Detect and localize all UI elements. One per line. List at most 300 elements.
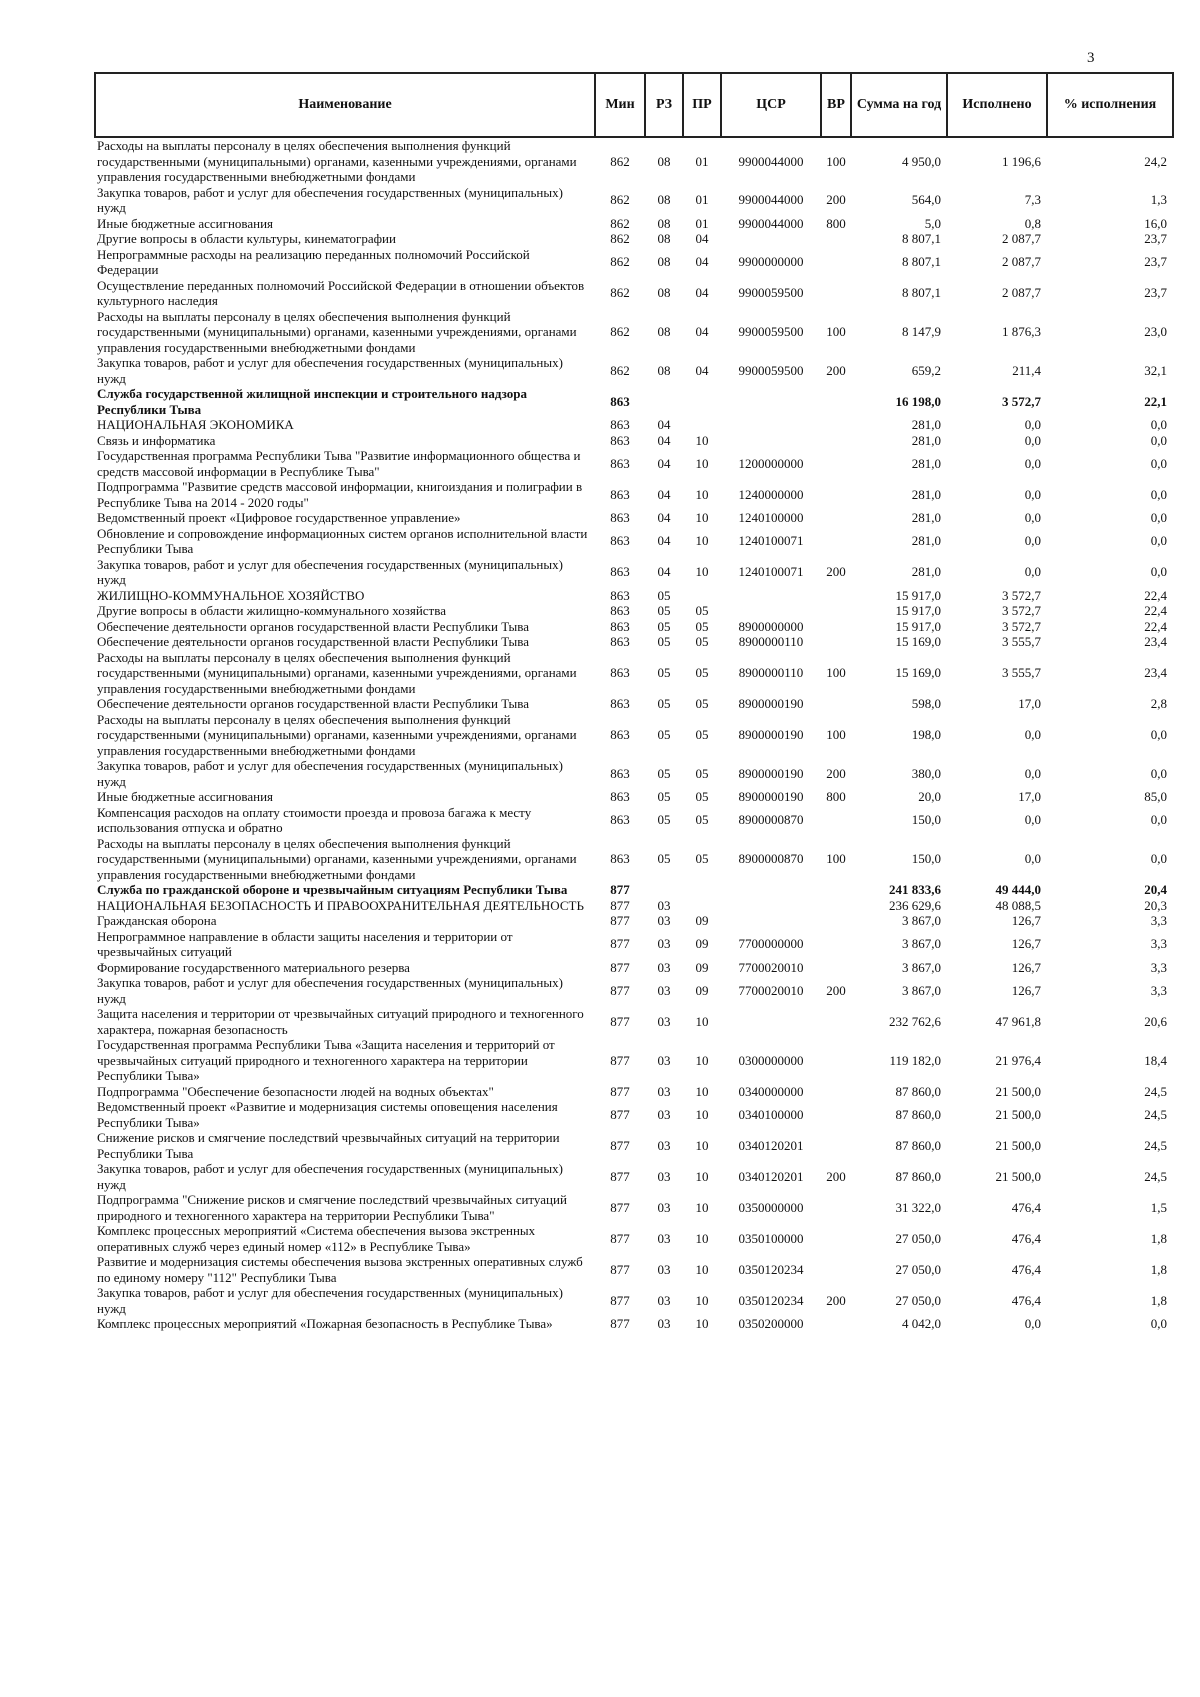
cell-min: 862 [610,362,630,378]
cell-csr: 0300000000 [738,1052,804,1068]
cell-pr: 10 [695,533,709,549]
cell-rz: 05 [657,587,671,603]
name: Расходы на выплаты персоналу в целях обеспечения выполнения функций государственными (муниципальными) органами, казенными учреждениями, органами управления государственными внебюджетными фондами [97,308,577,355]
name: НАЦИОНАЛЬНАЯ ЭКОНОМИКА [97,417,294,432]
cell-done: 2 087,7 [1002,231,1041,246]
table-row [95,386,1173,417]
cell-csr: 1240100071 [738,533,804,549]
cell-vr: 200 [826,765,846,781]
cell-done: 3 572,7 [1002,587,1041,603]
cell-min: 862 [610,231,630,246]
cell-sum: 20,0 [918,789,941,804]
table-row [95,433,1173,449]
cell-pr: 10 [695,1137,709,1153]
cell-vr: 100 [826,727,846,742]
name: Закупка товаров, работ и услуг для обеспечения государственных (муниципальных) нужд [97,758,563,789]
cell-csr: 8900000110 [738,665,804,680]
cell-pr: 01 [695,215,709,231]
header-pct: % исполнения [1047,73,1173,137]
cell-sum: 4 950,0 [902,153,941,169]
cell-sum: 8 147,9 [902,324,941,339]
cell-pct: 32,1 [1144,362,1167,378]
cell-pr: 10 [695,564,709,580]
cell-pct: 24,5 [1144,1168,1167,1184]
cell-pct: 0,0 [1150,432,1167,448]
cell-min: 863 [610,765,630,781]
name: Расходы на выплаты персоналу в целях обеспечения выполнения функций государственными (муниципальными) органами, казенными учреждениями, органами управления государственными внебюджетными фондами [97,649,577,696]
cell-sum: 281,0 [911,432,941,448]
cell-vr [821,619,851,635]
cell-sum: 281,0 [911,486,941,502]
cell-vr [821,1130,851,1161]
cell-done: 48 088,5 [995,897,1041,913]
table-row [95,526,1173,557]
cell-csr: 8900000870 [738,812,804,828]
cell-vr: 800 [826,215,846,231]
cell-done: 476,4 [1011,1292,1041,1308]
name: Служба государственной жилищной инспекции и строительного надзора Республики Тыва [97,386,527,417]
name: Непрограммное направление в области защиты населения и территории от чрезвычайных ситуаций [97,928,513,959]
cell-pct: 0,0 [1150,417,1167,432]
cell-sum: 659,2 [911,362,941,378]
cell-sum: 150,0 [911,812,941,828]
cell-pr: 05 [695,634,709,649]
cell-vr [821,510,851,526]
cell-pr [683,882,721,898]
cell-sum: 15 169,0 [895,634,941,649]
cell-sum: 281,0 [911,510,941,525]
cell-pr: 05 [695,618,709,634]
cell-rz: 05 [657,603,671,618]
cell-csr: 0350120234 [738,1261,804,1277]
cell-pr: 05 [695,603,709,618]
header-sum: Сумма на год [851,73,947,137]
cell-done: 0,0 [1024,486,1041,502]
cell-csr [721,898,821,914]
cell-rz: 05 [657,618,671,634]
cell-done: 126,7 [1011,913,1041,928]
cell-vr [821,278,851,309]
table-row [95,1223,1173,1254]
cell-min: 863 [610,665,630,680]
cell-vr: 100 [826,665,846,680]
cell-pr: 09 [695,982,709,998]
cell-vr: 200 [826,1292,846,1308]
cell-min: 877 [610,959,630,975]
cell-done: 49 444,0 [995,882,1041,897]
cell-csr: 8900000190 [738,765,804,781]
cell-sum: 27 050,0 [895,1261,941,1277]
cell-csr [721,386,821,417]
cell-vr [821,526,851,557]
cell-sum: 564,0 [911,192,941,208]
budget-execution-table [94,72,1174,1332]
table-row [95,650,1173,697]
name: Развитие и модернизация системы обеспечения вызова экстренных оперативных служб по единому номеру "112" Республики Тыва [97,1254,583,1285]
table-row [95,1161,1173,1192]
cell-pct: 23,7 [1144,285,1167,301]
cell-pct: 16,0 [1144,215,1167,231]
cell-pr: 05 [695,665,709,680]
cell-csr [721,1006,821,1037]
cell-done: 47 961,8 [995,1013,1041,1029]
cell-done: 3 572,7 [1002,603,1041,618]
cell-sum: 8 807,1 [902,231,941,246]
cell-min: 863 [610,618,630,634]
name: Государственная программа Республики Тыва «Защита населения и территорий от чрезвычайных ситуаций природного и техногенного характера на территории Республики Тыва» [97,1037,555,1083]
cell-rz: 03 [657,1052,671,1068]
cell-rz: 08 [657,254,671,270]
cell-min: 877 [610,1261,630,1277]
cell-pr: 05 [695,696,709,711]
cell-pr: 10 [695,1106,709,1122]
cell-sum: 380,0 [911,765,941,781]
cell-pr: 10 [695,432,709,448]
cell-pr: 10 [695,1316,709,1331]
cell-done: 1 196,6 [1002,153,1041,169]
cell-done: 17,0 [1018,696,1041,711]
cell-pct: 20,4 [1144,882,1167,897]
cell-min: 877 [610,1013,630,1029]
cell-pct: 1,8 [1150,1230,1167,1246]
cell-rz: 03 [657,1292,671,1308]
cell-pct: 22,4 [1144,618,1167,634]
cell-csr: 8900000190 [738,789,804,804]
cell-sum: 281,0 [911,564,941,580]
cell-done: 2 087,7 [1002,254,1041,270]
table-row [95,588,1173,604]
cell-pr: 05 [695,812,709,828]
cell-pct: 24,5 [1144,1106,1167,1122]
cell-pct: 0,0 [1150,851,1167,866]
cell-csr: 8900000870 [738,851,804,866]
cell-pr: 05 [695,727,709,742]
cell-rz: 03 [657,1261,671,1277]
cell-pr [683,898,721,914]
cell-rz: 04 [657,417,671,432]
cell-vr [821,588,851,604]
cell-min: 877 [610,913,630,928]
cell-pr: 09 [695,959,709,975]
cell-vr: 200 [826,982,846,998]
table-row [95,557,1173,588]
cell-rz: 03 [657,982,671,998]
table-row [95,1130,1173,1161]
cell-csr: 9900044000 [738,192,804,208]
cell-pct: 18,4 [1144,1052,1167,1068]
table-row [95,1254,1173,1285]
cell-done: 17,0 [1018,789,1041,804]
name: Иные бюджетные ассигнования [97,789,274,804]
header-min: Мин [595,73,645,137]
table-row [95,603,1173,619]
table-row [95,696,1173,712]
cell-min: 877 [610,1199,630,1215]
cell-csr [721,913,821,929]
cell-sum: 281,0 [911,455,941,471]
cell-csr: 9900044000 [738,153,804,169]
cell-rz: 03 [657,897,671,913]
cell-done: 3 555,7 [1002,665,1041,680]
cell-sum: 15 169,0 [895,665,941,680]
cell-sum: 3 867,0 [902,982,941,998]
cell-sum: 15 917,0 [895,618,941,634]
cell-min: 877 [610,1292,630,1308]
cell-min: 862 [610,285,630,301]
cell-rz: 05 [657,727,671,742]
cell-pct: 22,4 [1144,603,1167,618]
cell-done: 3 555,7 [1002,634,1041,649]
cell-min: 863 [610,417,630,432]
cell-sum: 281,0 [911,533,941,549]
cell-done: 126,7 [1011,982,1041,998]
cell-csr: 0340120201 [738,1168,804,1184]
table-row [95,960,1173,976]
cell-done: 0,0 [1024,812,1041,828]
cell-rz: 03 [657,1168,671,1184]
table-row [95,898,1173,914]
cell-rz: 03 [657,1137,671,1153]
cell-min: 863 [610,851,630,866]
cell-min: 863 [610,564,630,580]
table-row [95,712,1173,759]
budget-table-container [94,72,1172,1332]
name: Подпрограмма "Снижение рисков и смягчение последствий чрезвычайных ситуаций природного и техногенного характера на территории Республики Тыва" [97,1192,567,1223]
name: Подпрограмма "Развитие средств массовой информации, книгоиздания и полиграфии в Республике Тыва на 2014 - 2020 годы" [97,479,583,510]
cell-pct: 23,0 [1144,324,1167,339]
cell-csr [721,588,821,604]
table-row [95,510,1173,526]
cell-vr [821,805,851,836]
cell-csr: 9900000000 [738,254,804,270]
cell-done: 21 500,0 [995,1168,1041,1184]
cell-sum: 241 833,6 [889,882,941,897]
cell-vr [821,1037,851,1084]
cell-rz: 04 [657,510,671,525]
cell-vr [821,1254,851,1285]
cell-pct: 0,0 [1150,486,1167,502]
cell-pct: 0,0 [1150,533,1167,549]
cell-rz: 03 [657,936,671,952]
cell-rz: 05 [657,812,671,828]
cell-rz: 04 [657,432,671,448]
cell-csr: 1240000000 [738,486,804,502]
table-row [95,1084,1173,1100]
cell-rz: 05 [657,789,671,804]
cell-done: 0,0 [1024,851,1041,866]
cell-rz: 03 [657,1230,671,1246]
cell-min: 877 [610,1083,630,1099]
cell-pr: 10 [695,510,709,525]
cell-rz: 08 [657,285,671,301]
name: Расходы на выплаты персоналу в целях обеспечения выполнения функций государственными (муниципальными) органами, казенными учреждениями, органами управления государственными внебюджетными фондами [97,835,577,882]
cell-pr: 05 [695,851,709,866]
cell-done: 21 500,0 [995,1106,1041,1122]
table-row [95,278,1173,309]
cell-pct: 23,4 [1144,634,1167,649]
cell-pr: 10 [695,455,709,471]
cell-vr [821,479,851,510]
cell-done: 21 976,4 [995,1052,1041,1068]
cell-rz: 03 [657,1083,671,1099]
cell-pct: 20,3 [1144,897,1167,913]
name: Подпрограмма "Обеспечение безопасности людей на водных объектах" [97,1083,494,1099]
cell-min: 863 [610,812,630,828]
cell-csr: 0350120234 [738,1292,804,1308]
cell-pr: 01 [695,153,709,169]
name: Закупка товаров, работ и услуг для обеспечения государственных (муниципальных) нужд [97,1285,563,1316]
cell-sum: 27 050,0 [895,1292,941,1308]
cell-pct: 85,0 [1144,789,1167,804]
table-row [95,836,1173,883]
table-row [95,448,1173,479]
cell-pct: 0,0 [1150,564,1167,580]
cell-rz: 04 [657,564,671,580]
cell-pct: 1,8 [1150,1292,1167,1308]
name: Закупка товаров, работ и услуг для обеспечения государственных (муниципальных) нужд [97,1161,563,1192]
cell-csr: 0340000000 [738,1083,804,1099]
name: Расходы на выплаты персоналу в целях обеспечения выполнения функций государственными (муниципальными) органами, казенными учреждениями, органами управления государственными внебюджетными фондами [97,711,577,758]
name: Закупка товаров, работ и услуг для обеспечения государственных (муниципальных) нужд [97,355,563,386]
cell-done: 0,0 [1024,417,1041,432]
cell-vr [821,386,851,417]
table-row [95,355,1173,386]
cell-vr [821,1006,851,1037]
cell-done: 0,0 [1024,533,1041,549]
cell-pct: 1,3 [1150,192,1167,208]
cell-sum: 150,0 [911,851,941,866]
cell-pr: 10 [695,1083,709,1099]
cell-csr: 7700000000 [738,936,804,952]
cell-min: 863 [610,696,630,711]
cell-pct: 22,4 [1144,587,1167,603]
cell-sum: 119 182,0 [889,1052,941,1068]
name: Закупка товаров, работ и услуг для обеспечения государственных (муниципальных) нужд [97,184,563,215]
name: Закупка товаров, работ и услуг для обеспечения государственных (муниципальных) нужд [97,975,563,1006]
cell-vr: 200 [826,564,846,580]
cell-csr: 9900044000 [738,215,804,231]
cell-pct: 24,5 [1144,1083,1167,1099]
cell-rz: 05 [657,665,671,680]
cell-min: 863 [610,727,630,742]
cell-pct: 0,0 [1150,1316,1167,1331]
table-row [95,882,1173,898]
cell-pr: 04 [695,254,709,270]
cell-pct: 1,8 [1150,1261,1167,1277]
cell-sum: 15 917,0 [895,587,941,603]
cell-pct: 23,7 [1144,231,1167,246]
name: Ведомственный проект «Развитие и модернизация системы оповещения населения Республики Тыва» [97,1099,558,1130]
cell-vr: 100 [826,324,846,339]
name: Снижение рисков и смягчение последствий чрезвычайных ситуаций на территории Республики Тыва [97,1130,560,1161]
cell-vr [821,231,851,247]
cell-pct: 20,6 [1144,1013,1167,1029]
cell-rz: 08 [657,362,671,378]
name: Другие вопросы в области культуры, кинематографии [97,231,396,246]
cell-pr: 05 [695,765,709,781]
name: Расходы на выплаты персоналу в целях обеспечения выполнения функций государственными (муниципальными) органами, казенными учреждениями, органами управления государственными внебюджетными фондами [97,138,577,184]
cell-vr [821,913,851,929]
cell-sum: 5,0 [924,215,941,231]
table-row [95,137,1173,185]
cell-rz: 04 [657,455,671,471]
cell-done: 7,3 [1024,192,1041,208]
cell-sum: 87 860,0 [895,1106,941,1122]
cell-min: 877 [610,897,630,913]
cell-done: 476,4 [1011,1230,1041,1246]
cell-sum: 8 807,1 [902,254,941,270]
page-number: 3 [1087,50,1095,66]
header-vr: ВР [821,73,851,137]
cell-sum: 31 322,0 [895,1199,941,1215]
table-row [95,805,1173,836]
cell-rz: 03 [657,959,671,975]
cell-pr: 10 [695,1199,709,1215]
cell-pct: 0,0 [1150,765,1167,781]
cell-vr [821,1223,851,1254]
table-row [95,1192,1173,1223]
name: Обеспечение деятельности органов государственной власти Республики Тыва [97,618,529,634]
table-row [95,309,1173,356]
cell-rz: 04 [657,486,671,502]
cell-rz [645,386,683,417]
table-row [95,247,1173,278]
cell-done: 0,0 [1024,1316,1041,1331]
cell-min: 877 [610,1316,630,1331]
cell-min: 863 [610,393,630,409]
cell-pr: 10 [695,1168,709,1184]
cell-done: 0,0 [1024,455,1041,471]
cell-min: 877 [610,1137,630,1153]
cell-done: 21 500,0 [995,1137,1041,1153]
cell-pr: 09 [695,913,709,928]
cell-done: 126,7 [1011,959,1041,975]
cell-vr: 200 [826,192,846,208]
cell-pct: 0,0 [1150,510,1167,525]
cell-min: 862 [610,215,630,231]
table-row [95,185,1173,216]
cell-vr [821,1084,851,1100]
cell-min: 877 [610,1052,630,1068]
cell-pct: 0,0 [1150,812,1167,828]
cell-sum: 598,0 [911,696,941,711]
cell-min: 863 [610,634,630,649]
cell-done: 3 572,7 [1002,393,1041,409]
cell-sum: 87 860,0 [895,1168,941,1184]
cell-vr [821,1192,851,1223]
cell-pr: 10 [695,1292,709,1308]
cell-min: 863 [610,455,630,471]
cell-min: 877 [610,936,630,952]
cell-csr: 9900059500 [738,324,804,339]
cell-sum: 3 867,0 [902,959,941,975]
cell-pr [683,588,721,604]
table-row [95,789,1173,805]
cell-rz [645,882,683,898]
cell-done: 476,4 [1011,1199,1041,1215]
name: Закупка товаров, работ и услуг для обеспечения государственных (муниципальных) нужд [97,556,563,587]
cell-pr: 10 [695,486,709,502]
cell-pct: 3,3 [1150,982,1167,998]
table-row [95,1037,1173,1084]
cell-csr [721,603,821,619]
cell-done: 2 087,7 [1002,285,1041,301]
cell-rz: 05 [657,696,671,711]
cell-csr [721,882,821,898]
cell-pr: 04 [695,362,709,378]
cell-sum: 8 807,1 [902,285,941,301]
cell-pr: 09 [695,936,709,952]
